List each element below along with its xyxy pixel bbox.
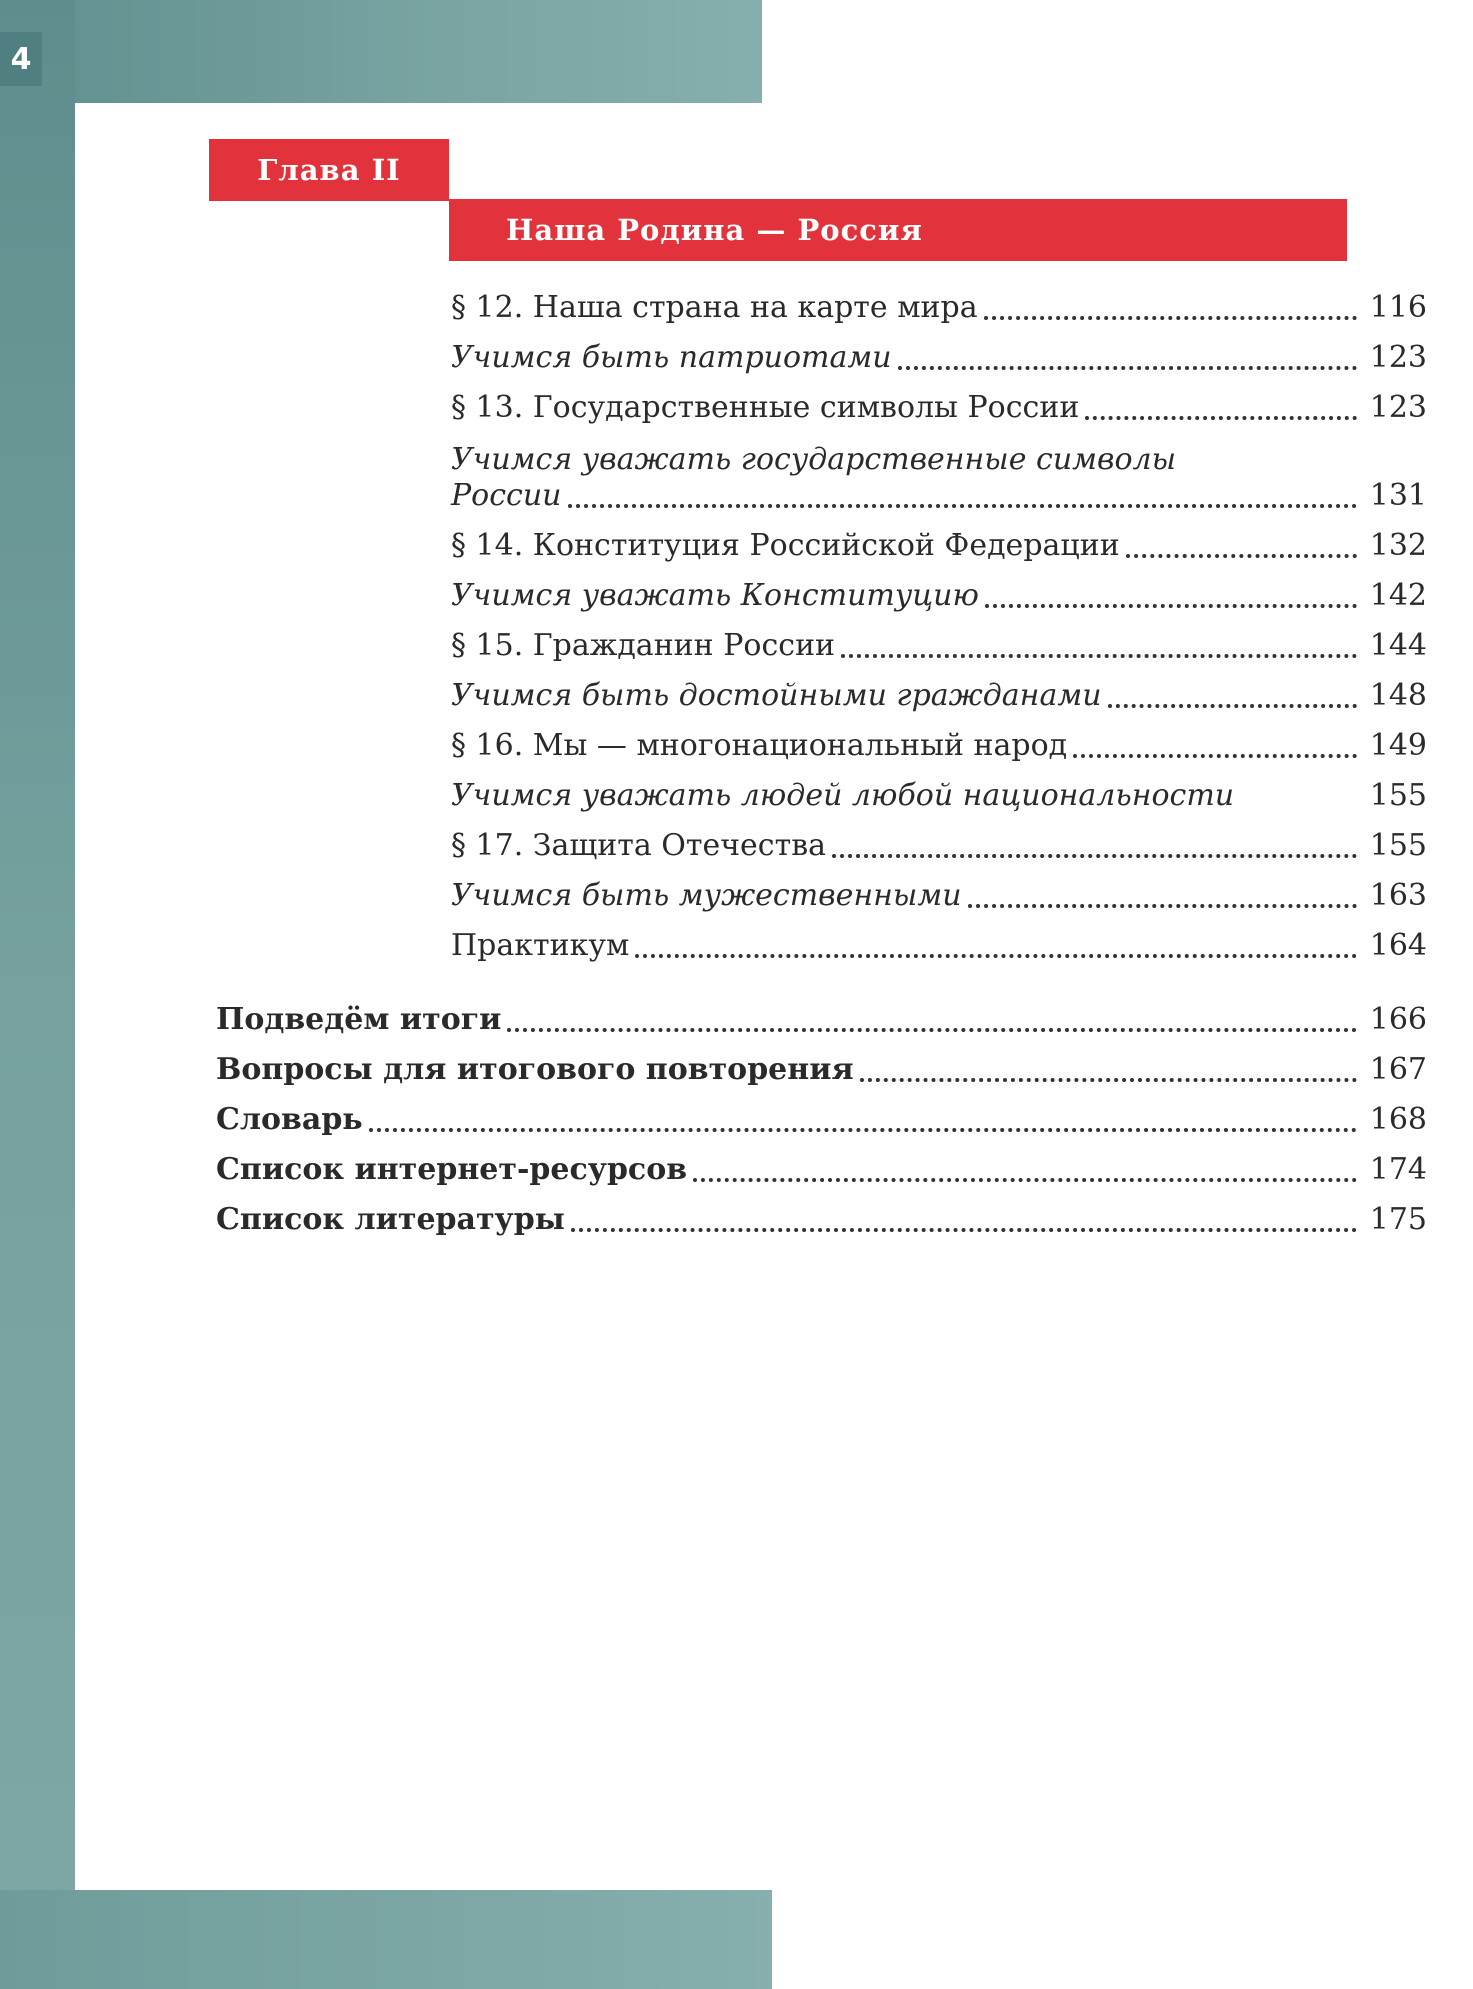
leader-dots — [1085, 416, 1357, 420]
toc-entry-page: 164 — [1369, 928, 1427, 963]
toc-entry[interactable] — [451, 726, 1427, 766]
end-matter-text: Словарь — [216, 1102, 363, 1137]
toc-entry-page: 144 — [1369, 628, 1427, 663]
toc-entry-page: 163 — [1369, 878, 1427, 913]
leader-dots — [507, 1028, 1357, 1032]
toc-entry-text: Учимся уважать Конституцию — [451, 578, 979, 613]
toc-entry[interactable] — [451, 576, 1427, 616]
toc-entry-page: 148 — [1369, 678, 1427, 713]
leader-dots — [832, 854, 1357, 858]
toc-entry-page: 123 — [1369, 340, 1427, 375]
toc-entry-text: Практикум — [451, 928, 630, 963]
end-matter-page: 175 — [1369, 1202, 1427, 1237]
toc-entry-page: 149 — [1369, 728, 1427, 763]
toc-entry[interactable] — [451, 876, 1427, 916]
toc-entry[interactable] — [451, 388, 1427, 428]
toc-entry-text: § 14. Конституция Российской Федерации — [451, 528, 1120, 563]
page-area-bottom — [772, 1890, 1473, 1989]
toc-entry-text: Учимся уважать людей любой национальности — [451, 778, 1235, 813]
toc-entry-page: 116 — [1369, 290, 1427, 325]
end-matter-text: Подведём итоги — [216, 1002, 502, 1037]
leader-dots — [984, 316, 1357, 320]
toc-entry-text: § 16. Мы — многонациональный народ — [451, 728, 1068, 763]
toc-entry-page: 155 — [1369, 828, 1427, 863]
leader-dots — [369, 1128, 1357, 1132]
end-matter-page: 166 — [1369, 1002, 1427, 1037]
toc-entry[interactable] — [451, 626, 1427, 666]
toc-entry-text: § 13. Государственные символы России — [451, 390, 1080, 425]
end-matter-page: 174 — [1369, 1152, 1427, 1187]
toc-entry-text: России — [451, 478, 562, 513]
end-matter-text: Вопросы для итогового повторения — [216, 1052, 854, 1087]
end-matter-entry[interactable] — [216, 1200, 1427, 1240]
leader-dots — [571, 1228, 1357, 1232]
toc-entry-text: § 12. Наша страна на карте мира — [451, 290, 978, 325]
toc-entry-text: Учимся быть патриотами — [451, 340, 892, 375]
toc-entry-page: 131 — [1369, 478, 1427, 513]
toc-entry[interactable] — [451, 826, 1427, 866]
end-matter-page: 168 — [1369, 1102, 1427, 1137]
toc-entry[interactable] — [451, 526, 1427, 566]
end-matter-entry[interactable] — [216, 1000, 1427, 1040]
top-teal-band — [0, 0, 762, 103]
end-matter-text: Список литературы — [216, 1202, 565, 1237]
toc-entry[interactable] — [451, 476, 1427, 516]
leader-dots — [860, 1078, 1357, 1082]
end-matter-page: 167 — [1369, 1052, 1427, 1087]
toc-entry-text: Учимся быть достойными гражданами — [451, 678, 1102, 713]
leader-dots — [841, 654, 1357, 658]
toc-entry[interactable] — [451, 338, 1427, 378]
toc-entry-page: 142 — [1369, 578, 1427, 613]
leader-dots — [968, 904, 1357, 908]
end-matter-entry[interactable] — [216, 1050, 1427, 1090]
toc-entry-page: 123 — [1369, 390, 1427, 425]
leader-dots — [1126, 554, 1357, 558]
page-number: 4 — [0, 32, 42, 86]
chapter-title: Наша Родина — Россия — [449, 199, 1347, 261]
leader-dots — [898, 366, 1357, 370]
leader-dots — [985, 604, 1357, 608]
end-matter-text: Список интернет-ресурсов — [216, 1152, 688, 1187]
toc-entry-text: § 17. Защита Отечества — [451, 828, 826, 863]
toc-entry[interactable] — [451, 676, 1427, 716]
toc-entry-text-line1: Учимся уважать государственные символы — [451, 442, 1177, 477]
leader-dots — [1108, 704, 1357, 708]
toc-entry[interactable] — [451, 288, 1427, 328]
toc-entry-page: 155 — [1369, 778, 1427, 813]
chapter-label: Глава II — [209, 139, 449, 201]
toc-entry-page: 132 — [1369, 528, 1427, 563]
toc-entry[interactable] — [451, 776, 1427, 816]
leader-dots — [568, 504, 1358, 508]
toc-entry-text: Учимся быть мужественными — [451, 878, 962, 913]
leader-dots — [635, 954, 1357, 958]
toc-entry-text: § 15. Гражданин России — [451, 628, 836, 663]
left-teal-band — [0, 0, 75, 1989]
leader-dots — [693, 1178, 1357, 1182]
toc-entry[interactable] — [451, 926, 1427, 966]
end-matter-entry[interactable] — [216, 1100, 1427, 1140]
bottom-teal-band — [0, 1890, 772, 1989]
leader-dots — [1073, 754, 1357, 758]
end-matter-entry[interactable] — [216, 1150, 1427, 1190]
